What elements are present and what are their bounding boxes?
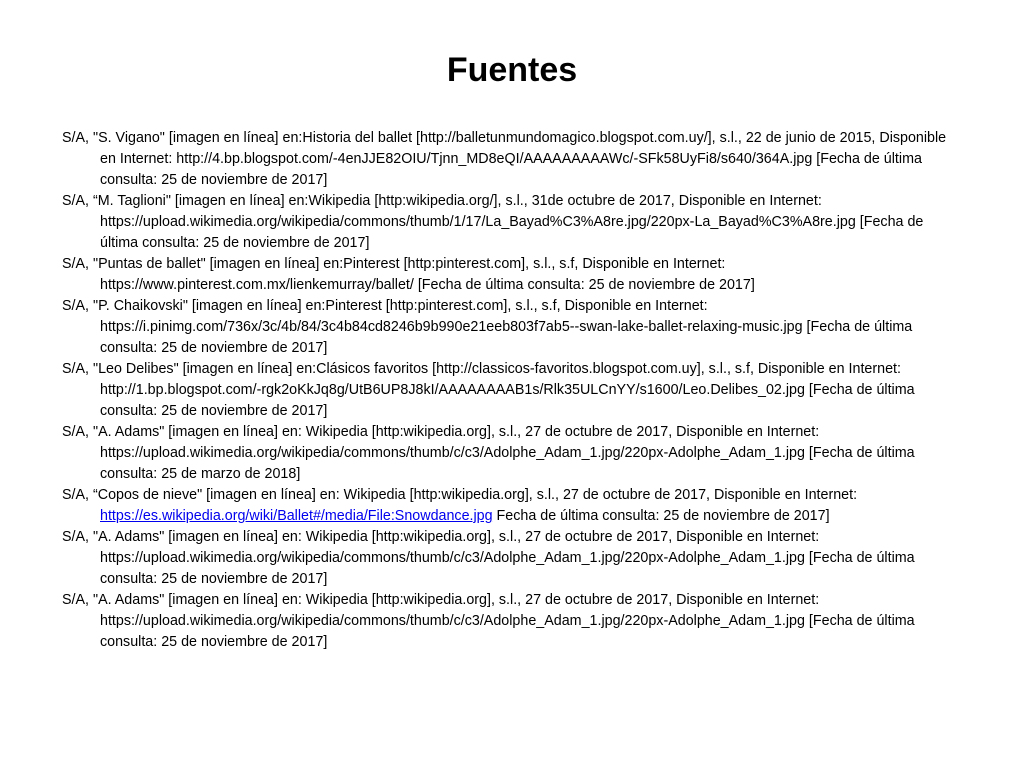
slide-title: Fuentes — [446, 51, 578, 89]
reference-item: S/A, "Leo Delibes" [imagen en línea] en:Clásicos favoritos [http://classicos-favoritos.blogspot.com.uy], s.l., s.f, Disponible en Internet: http://1.bp.blogspot.com/-rgk2oKkJq8g/UtB6UP8J8kI/AAAAAAAAB1s/Rlk35ULCnYY/s1600/Leo.Delibes_02.jpg [Fecha de última consulta: 25 de noviembre de 2017] — [62, 361, 915, 419]
reference-item: S/A, "A. Adams" [imagen en línea] en: Wikipedia [http:wikipedia.org], s.l., 27 de octubre de 2017, Disponible en Internet: https://upload.wikimedia.org/wikipedia/commons/thumb/c/c3/Adolphe_Adam_1.jpg/220px-Adolphe_Adam_1.jpg [Fecha de última consulta: 25 de noviembre de 2017] — [62, 529, 915, 587]
reference-item: S/A, "A. Adams" [imagen en línea] en: Wikipedia [http:wikipedia.org], s.l., 27 de octubre de 2017, Disponible en Internet: https://upload.wikimedia.org/wikipedia/commons/thumb/c/c3/Adolphe_Adam_1.jpg/220px-Adolphe_Adam_1.jpg [Fecha de última consulta: 25 de marzo de 2018] — [62, 424, 915, 482]
reference-item — [62, 485, 962, 527]
reference-text: S/A, “Copos de nieve" [imagen en línea] en: Wikipedia [http:wikipedia.org], s.l., 27 de octubre de 2017, Disponible en Internet: — [62, 487, 858, 503]
reference-item: S/A, "P. Chaikovski" [imagen en línea] en:Pinterest [http:pinterest.com], s.l., s.f, Disponible en Internet: https://i.pinimg.com/736x/3c/4b/84/3c4b84cd8246b9b990e21eeb803f7ab5--swan-lake-ballet-relaxing-music.jpg [Fecha de última consulta: 25 de noviembre de 2017] — [62, 298, 913, 356]
reference-item: S/A, "Puntas de ballet" [imagen en línea] en:Pinterest [http:pinterest.com], s.l., s.f, Disponible en Internet: https://www.pinterest.com.mx/lienkemurray/ballet/ [Fecha de última consulta: 25 de noviembre de 2017] — [62, 256, 755, 293]
reference-item: S/A, “M. Taglioni" [imagen en línea] en:Wikipedia [http:wikipedia.org/], s.l., 31de octubre de 2017, Disponible en Internet: https://upload.wikimedia.org/wikipedia/commons/thumb/1/17/La_Bayad%C3%A8re.jpg/220px-La_Bayad%C3%A8re.jpg [Fecha de última consulta: 25 de noviembre de 2017] — [62, 193, 924, 251]
reference-item: S/A, "S. Vigano" [imagen en línea] en:Historia del ballet [http://balletunmundomagico.blogspot.com.uy/], s.l., 22 de junio de 2015, Disponible en Internet: http://4.bp.blogspot.com/-4enJJE82OIU/Tjnn_MD8eQI/AAAAAAAAAWc/-SFk58UyFi8/s640/364A.jpg [Fecha de última consulta: 25 de noviembre de 2017] — [62, 130, 947, 188]
reference-link[interactable]: https://es.wikipedia.org/wiki/Ballet#/media/File:Snowdance.jpg — [100, 508, 493, 524]
reference-text: Fecha de última consulta: 25 de noviembre de 2017] — [492, 508, 830, 524]
reference-list — [62, 128, 962, 653]
reference-item: S/A, "A. Adams" [imagen en línea] en: Wikipedia [http:wikipedia.org], s.l., 27 de octubre de 2017, Disponible en Internet: https://upload.wikimedia.org/wikipedia/commons/thumb/c/c3/Adolphe_Adam_1.jpg/220px-Adolphe_Adam_1.jpg [Fecha de última consulta: 25 de noviembre de 2017] — [62, 592, 915, 650]
